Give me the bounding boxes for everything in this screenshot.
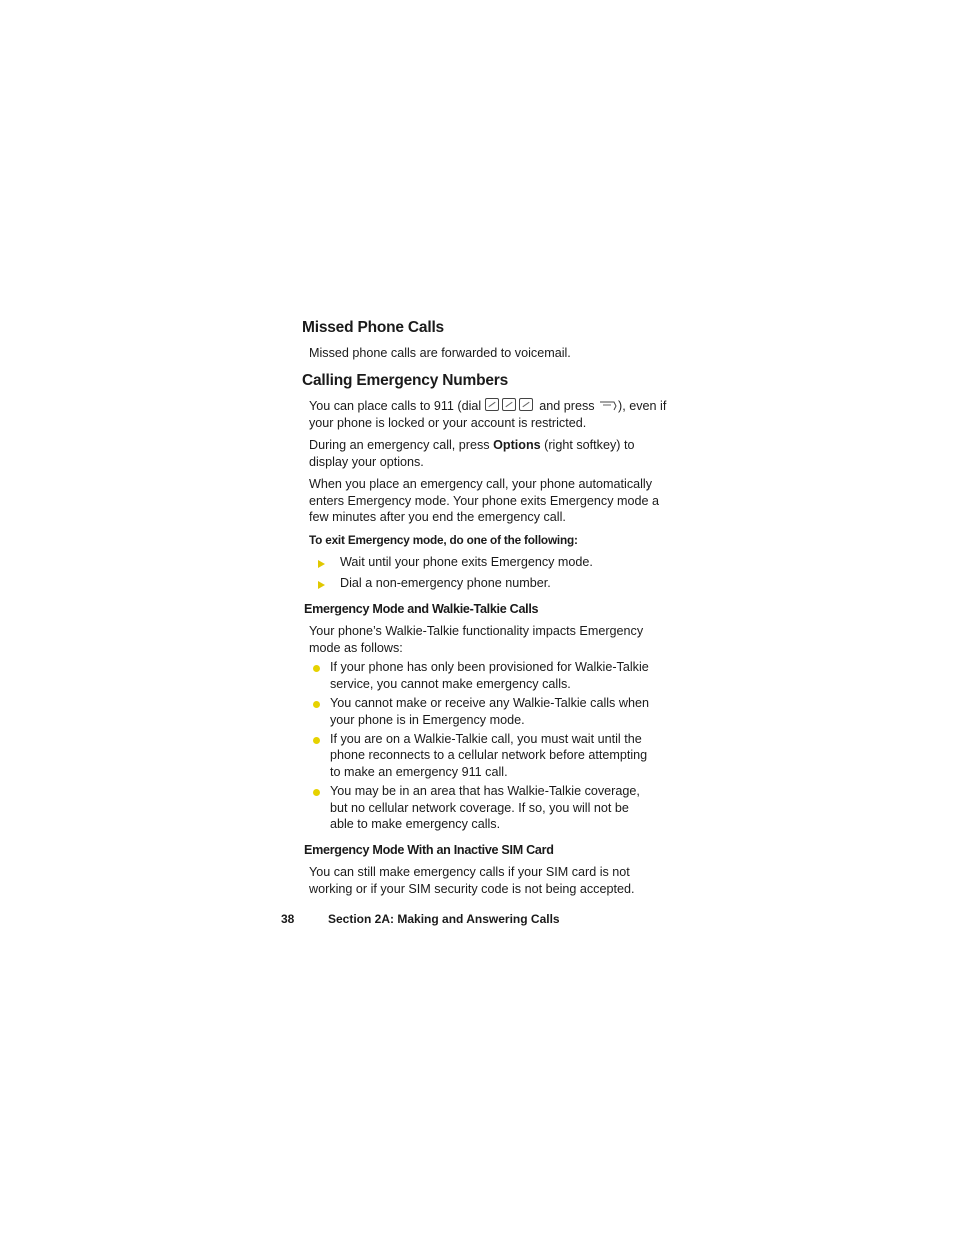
p1-text-b: and press xyxy=(539,399,595,413)
missed-calls-text: Missed phone calls are forwarded to voicemail. xyxy=(309,346,571,360)
talk-key-icon xyxy=(599,400,617,411)
emergency-paragraph-2-line-1 xyxy=(309,437,634,454)
p2-text-a: During an emergency call, press xyxy=(309,438,494,452)
step-arrow-icon xyxy=(318,581,325,589)
emergency-heading: Calling Emergency Numbers xyxy=(302,372,509,389)
sim-text-line-2: working or if your SIM security code is not being accepted. xyxy=(309,882,635,896)
bullet-dot-icon xyxy=(313,789,320,796)
emergency-paragraph-1-line-2: your phone is locked or your account is restricted. xyxy=(309,416,587,430)
emergency-paragraph-3-line-2: enters Emergency mode. Your phone exits Emergency mode a xyxy=(309,494,660,508)
walkie-bullet-4-line-2: but no cellular network coverage. If so, you will not be xyxy=(330,801,629,815)
sim-heading: Emergency Mode With an Inactive SIM Card xyxy=(304,843,554,857)
p1-text-c: ), even if xyxy=(618,399,667,413)
page-number: 38 xyxy=(281,912,295,926)
walkie-bullet-4-line-3: able to make emergency calls. xyxy=(330,817,501,831)
walkie-bullet-1-line-2: service, you cannot make emergency calls. xyxy=(330,677,571,691)
p1-text-a: You can place calls to 911 (dial xyxy=(309,399,482,413)
emergency-paragraph-1-line-1 xyxy=(309,398,666,415)
sim-text-line-1: You can still make emergency calls if your SIM card is not xyxy=(309,865,630,879)
p2-text-b: (right softkey) to xyxy=(540,438,635,452)
exit-step-1: Wait until your phone exits Emergency mode. xyxy=(340,555,593,569)
step-arrow-icon xyxy=(318,560,325,568)
exit-emergency-intro: To exit Emergency mode, do one of the following: xyxy=(309,533,578,547)
missed-calls-heading: Missed Phone Calls xyxy=(302,319,444,336)
walkie-heading: Emergency Mode and Walkie-Talkie Calls xyxy=(304,602,539,616)
bullet-dot-icon xyxy=(313,701,320,708)
walkie-bullet-3-line-1: If you are on a Walkie-Talkie call, you must wait until the xyxy=(330,732,642,746)
walkie-bullet-4-line-1: You may be in an area that has Walkie-Talkie coverage, xyxy=(330,784,640,798)
bullet-dot-icon xyxy=(313,737,320,744)
options-softkey-label: Options xyxy=(493,438,541,452)
walkie-bullet-1-line-1: If your phone has only been provisioned for Walkie-Talkie xyxy=(330,660,649,674)
emergency-paragraph-2-line-2: display your options. xyxy=(309,455,424,469)
emergency-paragraph-3-line-3: few minutes after you end the emergency call. xyxy=(309,510,566,524)
emergency-paragraph-3-line-1: When you place an emergency call, your phone automatically xyxy=(309,477,653,491)
walkie-bullet-3-line-2: phone reconnects to a cellular network before attempting xyxy=(330,748,648,762)
walkie-intro-line-1: Your phone’s Walkie-Talkie functionality impacts Emergency xyxy=(309,624,644,638)
section-title: Section 2A: Making and Answering Calls xyxy=(328,912,560,926)
walkie-bullet-3-line-3: to make an emergency 911 call. xyxy=(330,765,508,779)
walkie-bullet-2-line-2: your phone is in Emergency mode. xyxy=(330,713,525,727)
walkie-bullet-2-line-1: You cannot make or receive any Walkie-Talkie calls when xyxy=(330,696,649,710)
keypad-1-icon xyxy=(519,398,533,411)
bullet-dot-icon xyxy=(313,665,320,672)
keypad-1-icon xyxy=(502,398,516,411)
keypad-9-icon xyxy=(485,398,499,411)
walkie-intro-line-2: mode as follows: xyxy=(309,641,403,655)
exit-step-2: Dial a non-emergency phone number. xyxy=(340,576,551,590)
